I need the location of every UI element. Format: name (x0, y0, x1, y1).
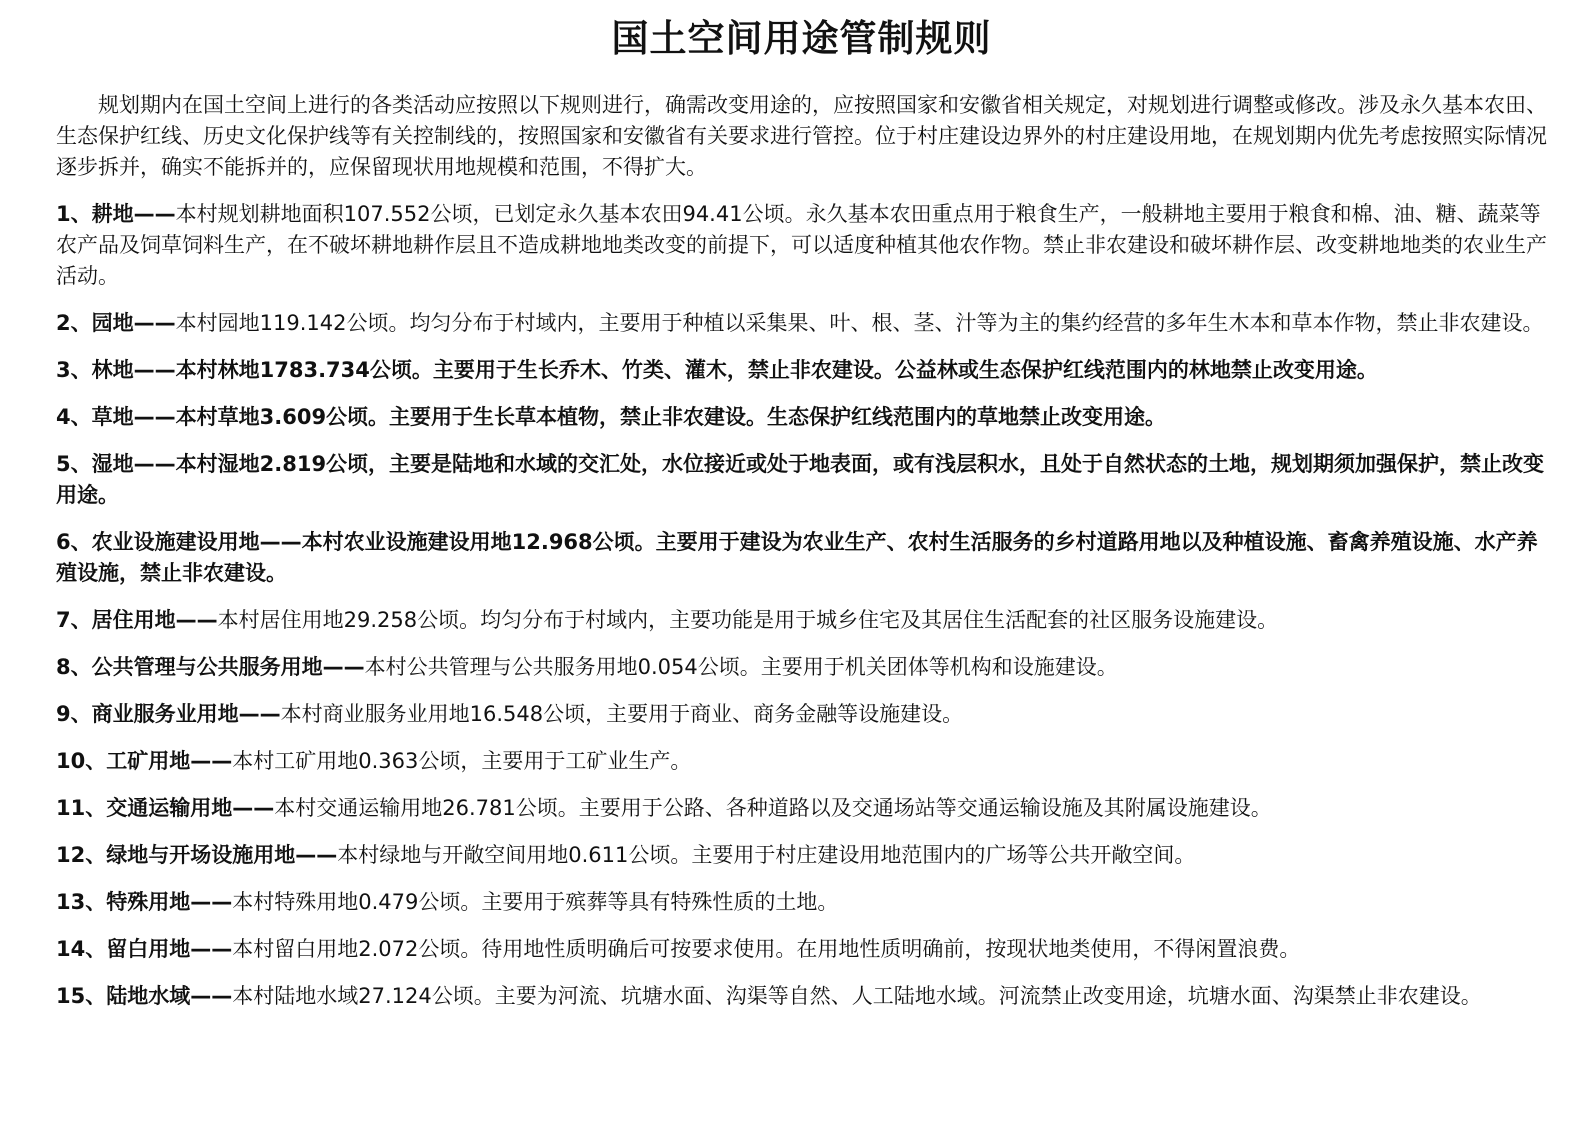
rule-heading: 5、湿地—— (56, 452, 176, 476)
rule-item-transport-land (56, 793, 1547, 824)
rule-heading: 15、陆地水域—— (56, 984, 233, 1008)
rule-heading: 3、林地—— (56, 358, 176, 382)
rule-item-cultivated-land (56, 199, 1547, 292)
rule-text: 本村居住用地29.258公顷。均匀分布于村域内，主要功能是用于城乡住宅及其居住生活配套的社区服务设施建设。 (217, 608, 1279, 632)
rule-item-special-land (56, 887, 1547, 918)
rule-text: 本村绿地与开敞空间用地0.611公顷。主要用于村庄建设用地范围内的广场等公共开敞空间。 (337, 843, 1196, 867)
rule-text: 本村规划耕地面积107.552公顷，已划定永久基本农田94.41公顷。永久基本农田重点用于粮食生产，一般耕地主要用于粮食和棉、油、糖、蔬菜等农产品及饲草饲料生产，在不破坏耕地耕作层且不造成耕地地类改变的前提下，可以适度种植其他农作物。禁止非农建设和破坏耕作层、改变耕地地类的农业生产活动。 (56, 202, 1547, 288)
rule-item-garden-land (56, 308, 1547, 339)
rule-list (56, 199, 1547, 1012)
rule-item-reserved-land (56, 934, 1547, 965)
rule-item-public-service-land (56, 652, 1547, 683)
rule-item-wetland (56, 449, 1547, 511)
rule-text: 本村草地3.609公顷。主要用于生长草本植物，禁止非农建设。生态保护红线范围内的草地禁止改变用途。 (175, 405, 1167, 429)
rule-heading: 13、特殊用地—— (56, 890, 233, 914)
rule-heading: 10、工矿用地—— (56, 749, 233, 773)
rule-text: 本村工矿用地0.363公顷，主要用于工矿业生产。 (232, 749, 692, 773)
rule-heading: 12、绿地与开场设施用地—— (56, 843, 338, 867)
rule-item-industrial-mining-land (56, 746, 1547, 777)
page-title: 国土空间用途管制规则 (611, 17, 992, 60)
rule-heading: 7、居住用地—— (56, 608, 218, 632)
rule-item-agricultural-facility-land (56, 527, 1547, 589)
rule-text: 本村湿地2.819公顷，主要是陆地和水域的交汇处，水位接近或处于地表面，或有浅层积水，且处于自然状态的土地，规划期须加强保护，禁止改变用途。 (56, 452, 1545, 507)
rule-heading: 2、园地—— (56, 311, 176, 335)
rule-heading: 8、公共管理与公共服务用地—— (56, 655, 365, 679)
rule-heading: 4、草地—— (56, 405, 176, 429)
rule-heading: 14、留白用地—— (56, 937, 233, 961)
rule-text: 本村林地1783.734公顷。主要用于生长乔木、竹类、灌木，禁止非农建设。公益林或生态保护红线范围内的林地禁止改变用途。 (175, 358, 1378, 382)
rule-heading: 9、商业服务业用地—— (56, 702, 281, 726)
rule-text: 本村特殊用地0.479公顷。主要用于殡葬等具有特殊性质的土地。 (232, 890, 839, 914)
rule-item-forest-land (56, 355, 1547, 386)
rule-item-land-water-area (56, 981, 1547, 1012)
rule-text: 本村交通运输用地26.781公顷。主要用于公路、各种道路以及交通场站等交通运输设施及其附属设施建设。 (274, 796, 1272, 820)
rule-text: 本村商业服务业用地16.548公顷，主要用于商业、商务金融等设施建设。 (280, 702, 964, 726)
rule-heading: 11、交通运输用地—— (56, 796, 275, 820)
rule-text: 本村园地119.142公顷。均匀分布于村域内，主要用于种植以采集果、叶、根、茎、汁等为主的集约经营的多年生木本和草本作物，禁止非农建设。 (175, 311, 1544, 335)
rule-text: 本村公共管理与公共服务用地0.054公顷。主要用于机关团体等机构和设施建设。 (364, 655, 1118, 679)
rule-item-commercial-land (56, 699, 1547, 730)
rule-heading: 1、耕地—— (56, 202, 176, 226)
rule-heading: 6、农业设施建设用地—— (56, 530, 302, 554)
rule-text: 本村农业设施建设用地12.968公顷。主要用于建设为农业生产、农村生活服务的乡村道路用地以及种植设施、畜禽养殖设施、水产养殖设施，禁止非农建设。 (56, 530, 1538, 585)
rule-item-grassland (56, 402, 1547, 433)
rule-item-green-open-space-land (56, 840, 1547, 871)
rule-text: 本村留白用地2.072公顷。待用地性质明确后可按要求使用。在用地性质明确前，按现状地类使用，不得闲置浪费。 (232, 937, 1301, 961)
rule-text: 本村陆地水域27.124公顷。主要为河流、坑塘水面、沟渠等自然、人工陆地水域。河流禁止改变用途，坑塘水面、沟渠禁止非农建设。 (232, 984, 1482, 1008)
rule-item-residential-land (56, 605, 1547, 636)
intro-paragraph: 规划期内在国土空间上进行的各类活动应按照以下规则进行，确需改变用途的，应按照国家和安徽省相关规定，对规划进行调整或修改。涉及永久基本农田、生态保护红线、历史文化保护线等有关控制线的，按照国家和安徽省有关要求进行管控。位于村庄建设边界外的村庄建设用地，在规划期内优先考虑按照实际情况逐步拆并，确实不能拆并的，应保留现状用地规模和范围，不得扩大。 (56, 93, 1547, 179)
